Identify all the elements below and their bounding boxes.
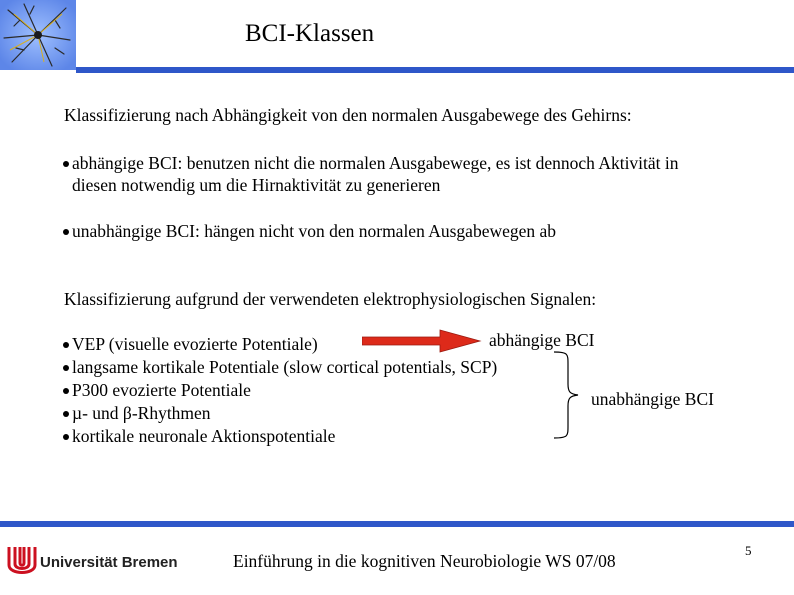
list-item-text: langsame kortikale Potentiale (slow cortical potentials, SCP) [72, 357, 498, 377]
neuron-logo [0, 0, 76, 70]
curly-brace-icon [550, 350, 586, 440]
section1-heading: Klassifizierung nach Abhängigkeit von den normalen Ausgabewege des Gehirns: [64, 105, 632, 125]
label-independent-bci: unabhängige BCI [591, 389, 714, 409]
section2-heading: Klassifizierung aufgrund der verwendeten elektrophysiologischen Signalen: [64, 289, 597, 309]
bullet-dot [63, 434, 69, 440]
list-item-text: abhängige BCI: benutzen nicht die normalen Ausgabewege, es ist dennoch Aktivität in [72, 153, 679, 173]
bullet-dot [63, 411, 69, 417]
bottom-divider [0, 521, 794, 527]
list-item-text: kortikale neuronale Aktionspotentiale [72, 426, 336, 446]
list-item [63, 356, 497, 378]
bullet-dot [63, 342, 69, 348]
bullet-dot [63, 365, 69, 371]
label-dependent-bci: abhängige BCI [489, 330, 595, 350]
bullet-dot [63, 161, 69, 167]
list-item-text: P300 evozierte Potentiale [72, 380, 251, 400]
list-item [63, 402, 211, 424]
list-item [63, 379, 251, 401]
slide-title: BCI-Klassen [245, 20, 375, 47]
red-arrow-icon [362, 329, 482, 353]
list-item-text: unabhängige BCI: hängen nicht von den normalen Ausgabewegen ab [72, 221, 557, 241]
list-item-continuation: diesen notwendig um die Hirnaktivität zu generieren [72, 175, 441, 195]
list-item [63, 333, 318, 355]
footer-text: Einführung in die kognitiven Neurobiologie WS 07/08 [233, 551, 616, 571]
list-item [63, 220, 556, 242]
list-item [63, 425, 335, 447]
university-name: Universität Bremen [40, 554, 178, 571]
page-number: 5 [745, 543, 752, 558]
bullet-dot [63, 388, 69, 394]
bullet-dot [63, 229, 69, 235]
university-logo-icon [6, 545, 38, 581]
list-item-text: µ- und β-Rhythmen [72, 403, 211, 423]
neuron-icon [0, 0, 76, 70]
list-item [63, 152, 679, 174]
top-divider [76, 67, 794, 73]
list-item-text: VEP (visuelle evozierte Potentiale) [72, 334, 318, 354]
